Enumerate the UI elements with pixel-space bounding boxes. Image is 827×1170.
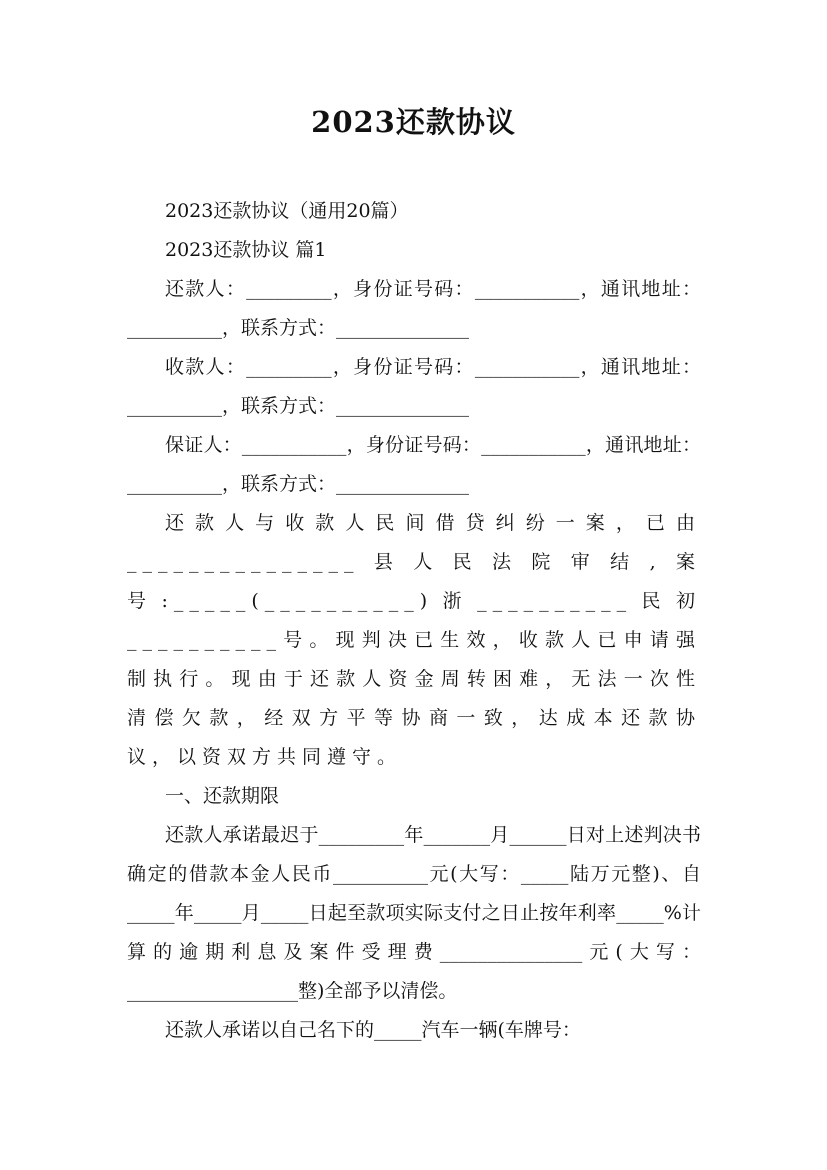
repayment-term: 还款人承诺最迟于_________年_______月______日对上述判决书确定的借款本金人民币__________元(大写：_____陆万元整)、自_____年_____月_____日起至款项实际支付之日止按年利率_____%计算的逾期利息及案件受理费_______________元(大写：__________________整)全部予以清偿。 (127, 824, 701, 1002)
vehicle-pledge: 还款人承诺以自己名下的_____汽车一辆(车牌号： (165, 1019, 581, 1041)
document-body (127, 192, 701, 1050)
guarantor-info: 保证人：___________，身份证号码：___________，通讯地址：__________，联系方式：______________ (127, 434, 701, 495)
section-heading: 2023还款协议 篇1 (165, 239, 327, 261)
doc-subtitle: 2023还款协议（通用20篇） (165, 200, 409, 222)
case-background: 还款人与收款人民间借贷纠纷一案，已由_______________县人民法院审结,案号:_____(__________)浙__________民初__________号。现判决已生效，收款人已申请强制执行。现由于还款人资金周转困难，无法一次性清偿欠款，经双方平等协商一致，达成本还款协议，以资双方共同遵守。 (127, 512, 701, 768)
clause-heading-term: 一、还款期限 (165, 785, 280, 807)
document-title: 2023还款协议 (311, 105, 516, 139)
payee-info: 收款人：_________，身份证号码：___________，通讯地址：__________，联系方式：______________ (127, 356, 701, 417)
repayer-info: 还款人：_________，身份证号码：___________，通讯地址：__________，联系方式：______________ (127, 278, 701, 339)
